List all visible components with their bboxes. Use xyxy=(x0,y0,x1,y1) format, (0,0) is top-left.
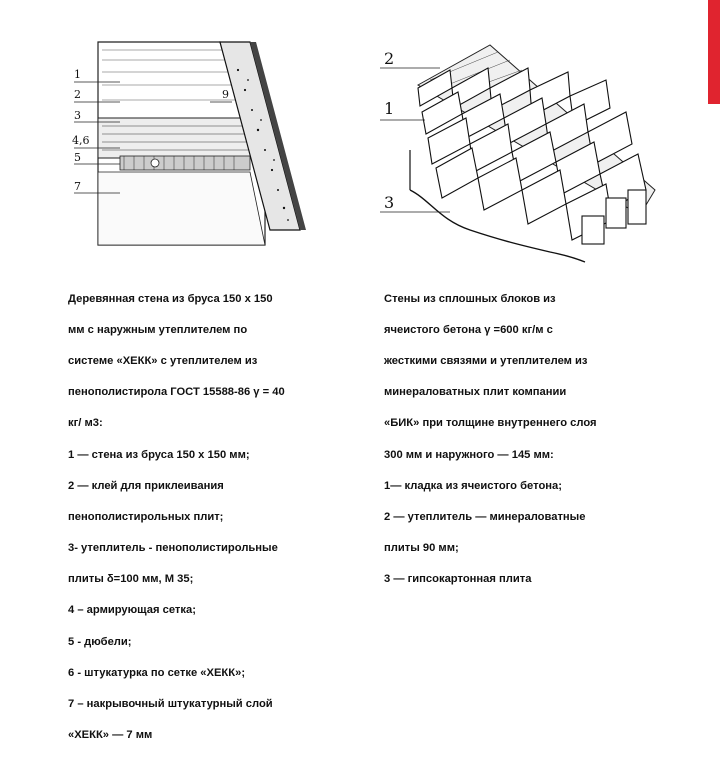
caption-line: 4 – армирующая сетка; xyxy=(68,604,196,617)
callout-3: 3 xyxy=(384,193,395,212)
callout-5: 5 xyxy=(74,151,81,164)
caption-line: пенополистирола ГОСТ 15588-86 γ = 40 xyxy=(68,386,285,399)
callout-1: 1 xyxy=(74,68,81,81)
accent-bar xyxy=(708,0,720,104)
caption-line: 7 – накрывочный штукатурный слой xyxy=(68,698,273,711)
block-wall-diagram xyxy=(370,40,660,265)
caption-line: жесткими связями и утеплителем из xyxy=(384,354,588,367)
caption-line: системе «ХЕКК» с утеплителем из xyxy=(68,354,258,367)
caption-line: 2 — утеплитель — минераловатные xyxy=(384,510,586,523)
caption-line: плиты δ=100 мм, М 35; xyxy=(68,573,194,586)
caption-line: 5 - дюбели; xyxy=(68,635,132,648)
caption-line: минераловатных плит компании xyxy=(384,386,567,399)
callout-9: 9 xyxy=(222,88,229,101)
caption-line: Деревянная стена из бруса 150 х 150 xyxy=(68,292,273,305)
caption-line: Стены из сплошных блоков из xyxy=(384,292,556,305)
caption-line: 3- утеплитель - пенополистирольные xyxy=(68,542,278,555)
caption-left xyxy=(68,276,348,759)
caption-line: кг/ м3: xyxy=(68,417,103,430)
caption-line: плиты 90 мм; xyxy=(384,542,459,555)
wood-wall-diagram xyxy=(60,30,330,270)
caption-line: «ХЕКК» — 7 мм xyxy=(68,729,153,742)
callout-7: 7 xyxy=(74,180,81,193)
callout-4-6: 4,6 xyxy=(72,134,90,147)
caption-line: мм с наружным утеплителем по xyxy=(68,323,248,336)
caption-line: пенополистирольных плит; xyxy=(68,510,224,523)
caption-line: ячеистого бетона γ =600 кг/м с xyxy=(384,323,553,336)
caption-right xyxy=(384,276,664,603)
caption-line: 3 — гипсокартонная плита xyxy=(384,573,532,586)
callout-3: 3 xyxy=(74,109,81,122)
callout-2: 2 xyxy=(74,88,81,101)
caption-line: «БИК» при толщине внутреннего слоя xyxy=(384,417,597,430)
caption-line: 1 — стена из бруса 150 х 150 мм; xyxy=(68,448,250,461)
caption-line: 6 - штукатурка по сетке «ХЕКК»; xyxy=(68,666,246,679)
callout-2: 2 xyxy=(384,49,395,68)
caption-line: 1— кладка из ячеистого бетона; xyxy=(384,479,562,492)
caption-line: 2 — клей для приклеивания xyxy=(68,479,224,492)
caption-line: 300 мм и наружного — 145 мм: xyxy=(384,448,554,461)
callout-1: 1 xyxy=(384,99,395,118)
